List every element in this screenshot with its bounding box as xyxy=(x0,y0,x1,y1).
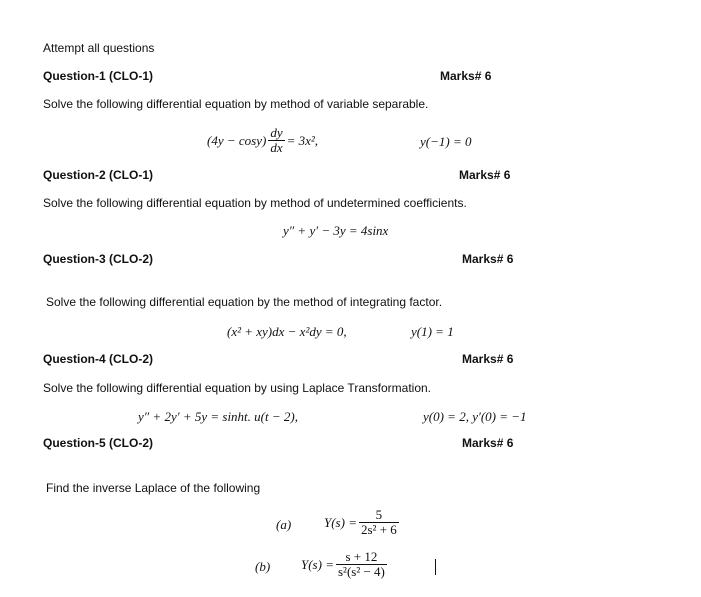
question-1-fraction-denominator: dx xyxy=(270,140,283,155)
question-4-heading: Question-4 (CLO-2) xyxy=(43,352,153,366)
question-3-equation: (x² + xy)dx − x²dy = 0, xyxy=(227,324,347,339)
question-3-condition: y(1) = 1 xyxy=(411,324,454,339)
question-1-equation-right: = 3x², xyxy=(286,133,319,148)
question-5-part-a-fraction xyxy=(359,508,399,537)
question-4-condition: y(0) = 2, y′(0) = −1 xyxy=(423,409,527,424)
question-5-prompt: Find the inverse Laplace of the following xyxy=(46,481,261,495)
question-3-prompt: Solve the following differential equation by the method of integrating factor. xyxy=(46,295,443,309)
question-5-part-b-fraction xyxy=(336,550,387,579)
question-4-equation: y″ + 2y′ + 5y = sinht. u(t − 2), xyxy=(138,409,298,424)
question-5-part-a-numerator: 5 xyxy=(375,507,383,522)
question-2-marks: Marks# 6 xyxy=(459,168,511,182)
question-1-derivative-fraction xyxy=(268,126,284,155)
instructions: Attempt all questions xyxy=(43,41,155,55)
question-1-marks: Marks# 6 xyxy=(440,69,492,83)
question-5-part-b-denominator: s²(s² − 4) xyxy=(337,564,385,579)
question-1-prompt: Solve the following differential equation by method of variable separable. xyxy=(43,97,429,111)
question-1-condition: y(−1) = 0 xyxy=(420,134,472,149)
question-2-prompt: Solve the following differential equation by method of undetermined coefficients. xyxy=(43,196,467,210)
text-cursor xyxy=(435,559,436,575)
question-1-fraction-numerator: dy xyxy=(270,125,283,140)
question-5-part-b-label: (b) xyxy=(255,559,271,574)
question-5-marks: Marks# 6 xyxy=(462,436,514,450)
question-1-equation-left: (4y − cosy) xyxy=(207,133,267,148)
question-4-marks: Marks# 6 xyxy=(462,352,514,366)
question-1-equation xyxy=(207,126,318,155)
question-5-part-b-lhs: Y(s) = xyxy=(301,557,334,572)
question-2-heading: Question-2 (CLO-1) xyxy=(43,168,153,182)
question-3-marks: Marks# 6 xyxy=(462,252,514,266)
question-5-part-b-expression xyxy=(301,550,389,579)
question-1-heading: Question-1 (CLO-1) xyxy=(43,69,153,83)
question-5-part-b-numerator: s + 12 xyxy=(345,549,378,564)
question-5-part-a-label: (a) xyxy=(276,517,292,532)
question-5-part-a-lhs: Y(s) = xyxy=(324,515,357,530)
question-4-prompt: Solve the following differential equation by using Laplace Transformation. xyxy=(43,381,432,395)
question-5-part-a-expression xyxy=(324,508,401,537)
question-5-part-a-denominator: 2s² + 6 xyxy=(360,522,397,537)
question-2-equation: y″ + y′ − 3y = 4sinx xyxy=(283,223,389,238)
question-3-heading: Question-3 (CLO-2) xyxy=(43,252,153,266)
question-5-heading: Question-5 (CLO-2) xyxy=(43,436,153,450)
